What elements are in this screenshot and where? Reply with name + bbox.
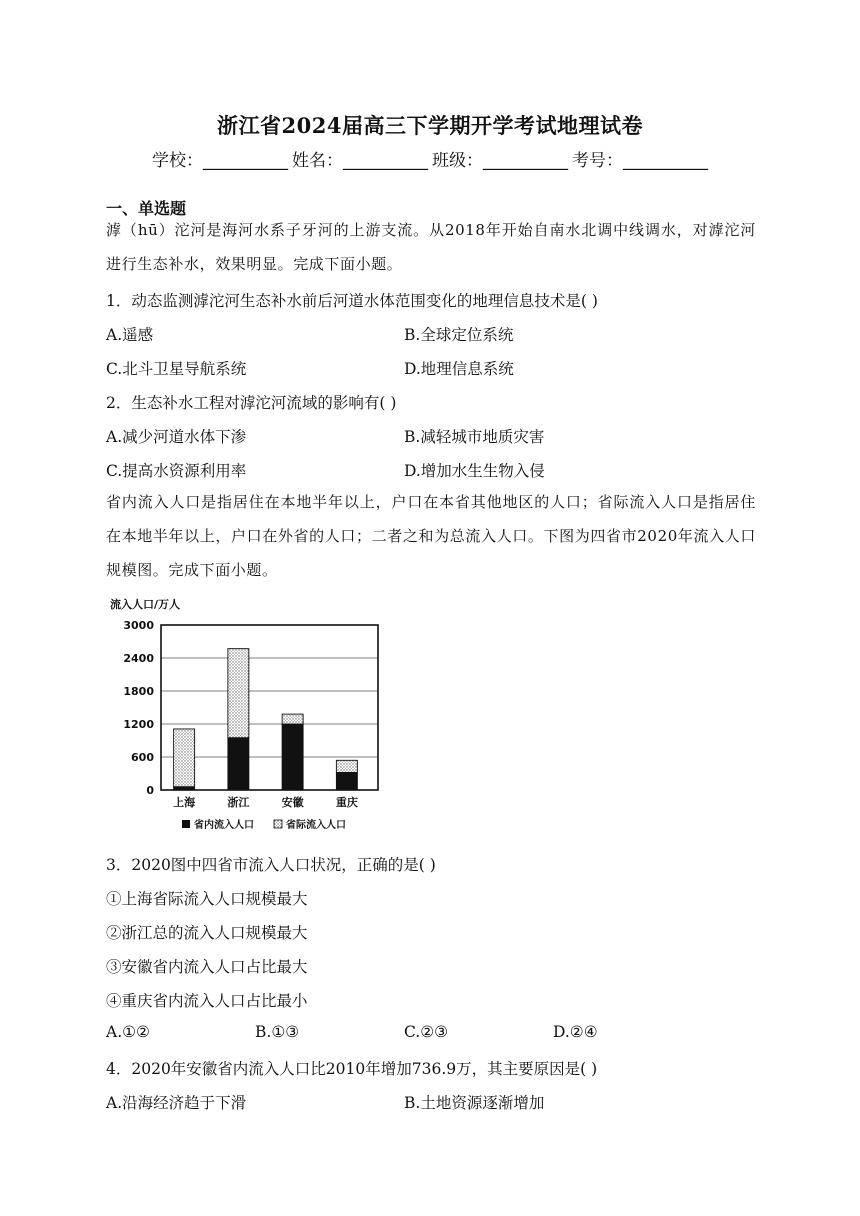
y-tick-label: 1800 — [123, 685, 154, 698]
class-field[interactable]: 班级：__________ — [432, 151, 568, 171]
y-tick-label: 2400 — [123, 652, 154, 665]
bar-intra-1 — [228, 738, 249, 790]
exam-title: 浙江省2024届高三下学期开学考试地理试卷 — [217, 113, 643, 138]
bar-intra-3 — [336, 772, 357, 790]
y-tick-label: 1200 — [123, 718, 154, 731]
q2-option-c[interactable]: C.提高水资源利用率 — [106, 462, 247, 480]
q1-option-a[interactable]: A.遥感 — [106, 326, 154, 344]
bar-inter-1 — [228, 649, 249, 738]
question-4-stem: 4．2020年安徽省内流入人口比2010年增加736.9万，其主要原因是( ) — [106, 1060, 598, 1078]
chart-bars — [174, 649, 358, 790]
q4-option-b[interactable]: B.土地资源逐渐增加 — [404, 1094, 545, 1112]
q3-option-d[interactable]: D.②④ — [553, 1023, 598, 1041]
legend-label-inter: 省际流入人口 — [286, 820, 346, 831]
legend-swatch-inter — [274, 820, 282, 828]
q4-option-a[interactable]: A.沿海经济趋于下滑 — [106, 1094, 247, 1112]
q3-statement-4: ④重庆省内流入人口占比最小 — [106, 992, 308, 1010]
x-tick-label: 重庆 — [335, 796, 358, 809]
x-tick-label: 浙江 — [227, 796, 250, 809]
question-3-stem: 3．2020图中四省市流入人口状况，正确的是( ) — [106, 856, 436, 874]
q2-option-d[interactable]: D.增加水生生物入侵 — [404, 462, 545, 480]
bar-intra-2 — [282, 724, 303, 790]
q3-option-a[interactable]: A.①② — [106, 1023, 150, 1041]
q1-option-b[interactable]: B.全球定位系统 — [404, 326, 514, 344]
q1-option-d[interactable]: D.地理信息系统 — [404, 360, 514, 378]
question-1-stem: 1．动态监测滹沱河生态补水前后河道水体范围变化的地理信息技术是( ) — [106, 292, 598, 310]
population-inflow-chart — [106, 592, 396, 842]
q3-option-c[interactable]: C.②③ — [404, 1023, 449, 1041]
exam-number-field[interactable]: 考号：__________ — [572, 151, 708, 171]
q3-statement-1: ①上海省际流入人口规模最大 — [106, 890, 308, 908]
chart-legend — [182, 818, 346, 831]
x-tick-label: 上海 — [173, 796, 196, 809]
x-tick-label: 安徽 — [281, 796, 304, 809]
y-tick-label: 3000 — [123, 619, 154, 632]
q2-option-a[interactable]: A.减少河道水体下渗 — [106, 428, 247, 446]
bar-inter-3 — [336, 760, 357, 772]
chart-y-tick-labels — [123, 619, 154, 797]
chart-x-tick-labels — [173, 795, 358, 809]
q3-statement-3: ③安徽省内流入人口占比最大 — [106, 958, 308, 976]
q3-option-b[interactable]: B.①③ — [255, 1023, 300, 1041]
y-tick-label: 0 — [146, 784, 154, 797]
q3-statement-2: ②浙江总的流入人口规模最大 — [106, 924, 308, 942]
q1-option-c[interactable]: C.北斗卫星导航系统 — [106, 360, 247, 378]
chart-y-axis-label: 流入人口/万人 — [110, 598, 181, 611]
y-tick-label: 600 — [131, 751, 154, 764]
passage-hutuo-river: 滹（hū）沱河是海河水系子牙河的上游支流。从2018年开始自南水北调中线调水，对滹沱河进行生态补水，效果明显。完成下面小题。 — [106, 221, 756, 273]
section-heading: 一、单选题 — [106, 199, 187, 218]
student-info-line — [0, 146, 860, 171]
name-field[interactable]: 姓名：__________ — [292, 151, 428, 171]
passage-migration: 省内流入人口是指居住在本地半年以上，户口在本省其他地区的人口；省际流入人口是指居住在本地半年以上，户口在外省的人口；二者之和为总流入人口。下图为四省市2020年流入人口规模图。完成下面小题。 — [106, 493, 756, 579]
legend-swatch-intra — [182, 820, 190, 828]
legend-label-intra: 省内流入人口 — [194, 820, 254, 831]
q2-option-b[interactable]: B.减轻城市地质灾害 — [404, 428, 545, 446]
question-2-stem: 2．生态补水工程对滹沱河流域的影响有( ) — [106, 394, 397, 412]
school-field[interactable]: 学校：__________ — [152, 151, 288, 171]
bar-inter-2 — [282, 714, 303, 724]
bar-inter-0 — [174, 729, 195, 787]
